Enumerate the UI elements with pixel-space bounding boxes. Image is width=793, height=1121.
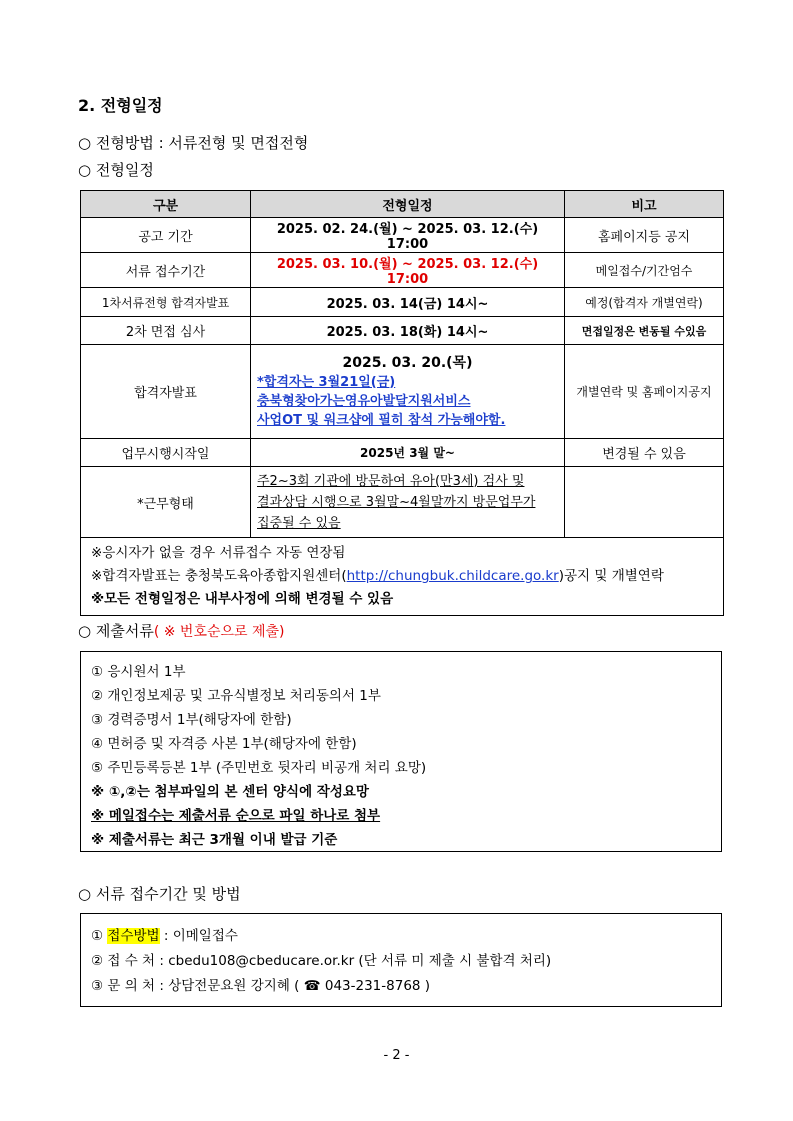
row-note: 홈페이지등 공지 bbox=[565, 218, 724, 253]
center-website-link[interactable]: http://chungbuk.childcare.go.kr bbox=[346, 568, 559, 584]
work-type-line: 집중될 수 있음 bbox=[257, 515, 341, 531]
list-item: ⑤ 주민등록등본 1부 (주민번호 뒷자리 비공개 처리 요망) bbox=[91, 760, 427, 776]
row-note: 개별연락 및 홈페이지공지 bbox=[565, 345, 724, 439]
list-item: ① 응시원서 1부 bbox=[91, 664, 186, 680]
apply-method-line bbox=[91, 924, 711, 949]
contact-text: ③ 문 의 처 : 상담전문요원 강지혜 ( bbox=[91, 978, 304, 994]
row-label: 합격자발표 bbox=[81, 345, 251, 439]
note-line bbox=[91, 565, 713, 588]
note-line: ※모든 전형일정은 내부사정에 의해 변경될 수 있음 bbox=[91, 591, 394, 607]
work-type-line: 주2~3회 기관에 방문하여 유아(만3세) 검사 및 bbox=[257, 473, 525, 489]
row-label: 서류 접수기간 bbox=[81, 253, 251, 288]
apply-num: ① bbox=[91, 928, 108, 944]
documents-heading bbox=[78, 620, 285, 641]
row-note: 변경될 수 있음 bbox=[565, 439, 724, 467]
row-label: 공고 기간 bbox=[81, 218, 251, 253]
row-date: 2025. 02. 24.(월) ~ 2025. 03. 12.(수) 17:00 bbox=[251, 218, 565, 253]
list-note-text: ※ 메일접수는 제출서류 순으로 파일 하나로 첨부 bbox=[91, 808, 381, 824]
header-schedule: 전형일정 bbox=[251, 191, 565, 218]
phone-icon: ☎ bbox=[303, 978, 321, 994]
apply-method-label: 접수방법 bbox=[107, 928, 160, 944]
method-bullet: ○ 전형방법 : 서류전형 및 면접전형 bbox=[78, 134, 309, 152]
list-item: ③ 경력증명서 1부(해당자에 한함) bbox=[91, 712, 292, 728]
table-row bbox=[81, 439, 724, 467]
work-type-cell bbox=[251, 467, 565, 538]
announcement-note-line: 사업OT 및 워크샵에 필히 참석 가능해야함. bbox=[257, 412, 506, 428]
page-number: - 2 - bbox=[383, 1048, 410, 1063]
table-row bbox=[81, 317, 724, 345]
row-label: 2차 면접 심사 bbox=[81, 317, 251, 345]
list-item: ④ 면허증 및 자격증 사본 1부(해당자에 한함) bbox=[91, 736, 357, 752]
row-date: 2025. 03. 10.(월) ~ 2025. 03. 12.(수) 17:00 bbox=[251, 253, 565, 288]
row-note: 메일접수/기간엄수 bbox=[565, 253, 724, 288]
announcement-note-line: *합격자는 3월21일(금) bbox=[257, 374, 396, 390]
row-date: 2025. 03. 20.(목) bbox=[342, 354, 473, 371]
note-line: ※응시자가 없을 경우 서류접수 자동 연장됨 bbox=[91, 545, 346, 561]
apply-heading: ○ 서류 접수기간 및 방법 bbox=[78, 885, 241, 903]
apply-contact-line bbox=[91, 974, 711, 999]
row-date: 2025. 03. 18(화) 14시~ bbox=[251, 317, 565, 345]
section-title: 2. 전형일정 bbox=[78, 96, 163, 115]
apply-method-text: : 이메일접수 bbox=[159, 928, 238, 944]
table-row bbox=[81, 288, 724, 317]
list-note: ※ ①,②는 첨부파일의 본 센터 양식에 작성요망 bbox=[91, 784, 369, 800]
table-row bbox=[81, 253, 724, 288]
schedule-bullet: ○ 전형일정 bbox=[78, 161, 154, 179]
row-note: 예정(합격자 개별연락) bbox=[565, 288, 724, 317]
contact-phone: 043-231-8768 ) bbox=[320, 978, 431, 994]
notes-cell bbox=[81, 538, 724, 616]
announcement-cell bbox=[251, 345, 565, 439]
apply-email-line: ② 접 수 처 : cbedu108@cbeducare.or.kr (단 서류 미 제출 시 불합격 처리) bbox=[91, 953, 552, 969]
table-row bbox=[81, 345, 724, 439]
apply-box bbox=[80, 913, 722, 1007]
schedule-table bbox=[80, 190, 724, 616]
row-label: 업무시행시작일 bbox=[81, 439, 251, 467]
note-text: ※합격자발표는 충청북도육아종합지원센터( bbox=[91, 568, 347, 584]
documents-box bbox=[80, 651, 722, 852]
header-remarks: 비고 bbox=[565, 191, 724, 218]
row-date: 2025년 3월 말~ bbox=[251, 439, 565, 467]
note-text: )공지 및 개별연락 bbox=[558, 568, 664, 584]
documents-order-note: ( ※ 번호순으로 제출) bbox=[153, 624, 285, 640]
row-note bbox=[565, 467, 724, 538]
announcement-note-line: 충북형찾아가는영유아발달지원서비스 bbox=[257, 393, 471, 409]
table-row bbox=[81, 467, 724, 538]
header-category: 구분 bbox=[81, 191, 251, 218]
table-row bbox=[81, 218, 724, 253]
list-note: ※ 제출서류는 최근 3개월 이내 발급 기준 bbox=[91, 832, 338, 848]
row-date: 2025. 03. 14(금) 14시~ bbox=[251, 288, 565, 317]
notes-row bbox=[81, 538, 724, 616]
list-item: ② 개인정보제공 및 고유식별정보 처리동의서 1부 bbox=[91, 688, 381, 704]
work-type-line: 결과상담 시행으로 3월말~4월말까지 방문업무가 bbox=[257, 494, 536, 510]
row-label: *근무형태 bbox=[81, 467, 251, 538]
row-label: 1차서류전형 합격자발표 bbox=[81, 288, 251, 317]
documents-heading-text: ○ 제출서류 bbox=[78, 622, 154, 640]
row-note: 면접일정은 변동될 수있음 bbox=[565, 317, 724, 345]
list-note bbox=[91, 804, 711, 828]
